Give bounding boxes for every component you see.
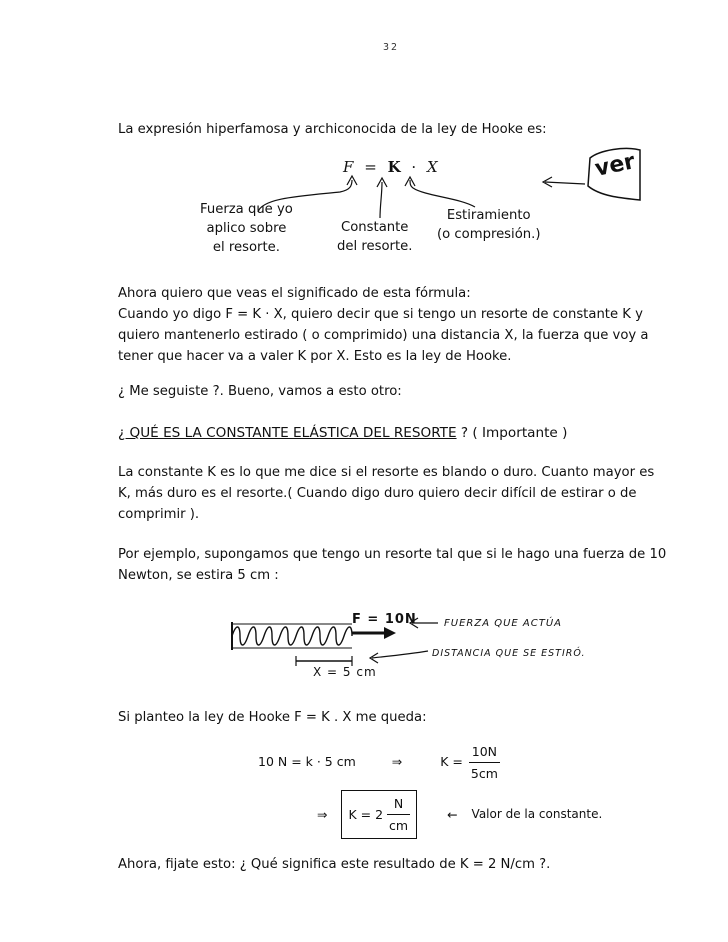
label-fuerza-line: el resorte. [212,240,280,255]
label-constante [337,218,412,256]
label-fuerza-line: aplico sobre [206,221,287,236]
text-line: Newton, se estira 5 cm : [118,568,279,583]
heading-title: ¿ QUÉ ES LA CONSTANTE ELÁSTICA DEL RESORTE [118,425,457,441]
equation-2 [317,790,602,839]
eq2-num: N [387,793,410,815]
page-number: 32 [383,42,400,53]
force-note: FUERZA QUE ACTÚA [444,618,562,629]
eq2-fraction [387,793,410,836]
eq1-num: 10N [469,741,500,763]
final-line: Ahora, fijate esto: ¿ Qué significa este resultado de K = 2 N/cm ?. [118,857,551,872]
eq1-lhs: 10 N = k · 5 cm [258,754,356,769]
section-heading [118,423,567,444]
formula-k: K [387,158,401,176]
eq2-implies: ⇒ [317,807,328,822]
label-constante-line: del resorte. [337,239,413,254]
eq2-arrow: ← [447,807,458,822]
text-line: quiero mantenerlo estirado ( o comprimido) una distancia X, la fuerza que voy a [118,328,649,343]
eq2-k: K = 2 [348,807,384,822]
planteo-line: Si planteo la ley de Hooke F = K . X me queda: [118,710,427,725]
label-estiramiento [437,206,540,244]
text-line: Cuando yo digo F = K · X, quiero decir que si tengo un resorte de constante K y [118,307,643,322]
paragraph-constant [118,462,654,525]
eq1-implies: ⇒ [391,754,403,769]
paragraph-follow: ¿ Me seguiste ?. Bueno, vamos a esto otro: [118,384,402,399]
eq1-fraction [469,741,500,784]
text-line: La constante K es lo que me dice si el resorte es blando o duro. Cuanto mayor es [118,465,655,480]
force-label: F = 10N [352,612,417,627]
formula-equals: = [364,158,377,176]
eq2-note: Valor de la constante. [471,807,603,821]
heading-suffix: ? ( Importante ) [456,425,568,441]
label-fuerza-line: Fuerza que yo [200,202,293,217]
formula-x: X [426,158,438,176]
text-line: Por ejemplo, supongamos que tengo un resorte tal que si le hago una fuerza de 10 [118,547,667,562]
label-constante-line: Constante [341,220,409,235]
text-line: comprimir ). [118,507,200,522]
eq1-den: 5cm [470,766,498,781]
formula-f: F [343,158,354,176]
eq2-den: cm [389,818,409,833]
label-estiramiento-line: (o compresión.) [437,227,541,242]
text-line: tener que hacer va a valer K por X. Esto es la ley de Hooke. [118,349,512,364]
paragraph-example [118,544,666,586]
text-line: Ahora quiero que veas el significado de esta fórmula: [118,286,471,301]
distance-note: DISTANCIA QUE SE ESTIRÓ. [432,648,586,659]
ver-stamp: ver [592,149,638,182]
equation-1 [258,741,500,784]
label-fuerza [200,200,293,257]
text-line: K, más duro es el resorte.( Cuando digo duro quiero decir difícil de estirar o de [118,486,637,501]
eq1-k: K = [440,754,463,769]
label-estiramiento-line: Estiramiento [446,208,531,223]
intro-line: La expresión hiperfamosa y archiconocida de la ley de Hooke es: [118,122,547,137]
paragraph-meaning [118,283,649,367]
eq2-box [341,790,417,839]
x-label: X = 5 cm [313,665,377,679]
formula-dot: · [411,158,417,176]
